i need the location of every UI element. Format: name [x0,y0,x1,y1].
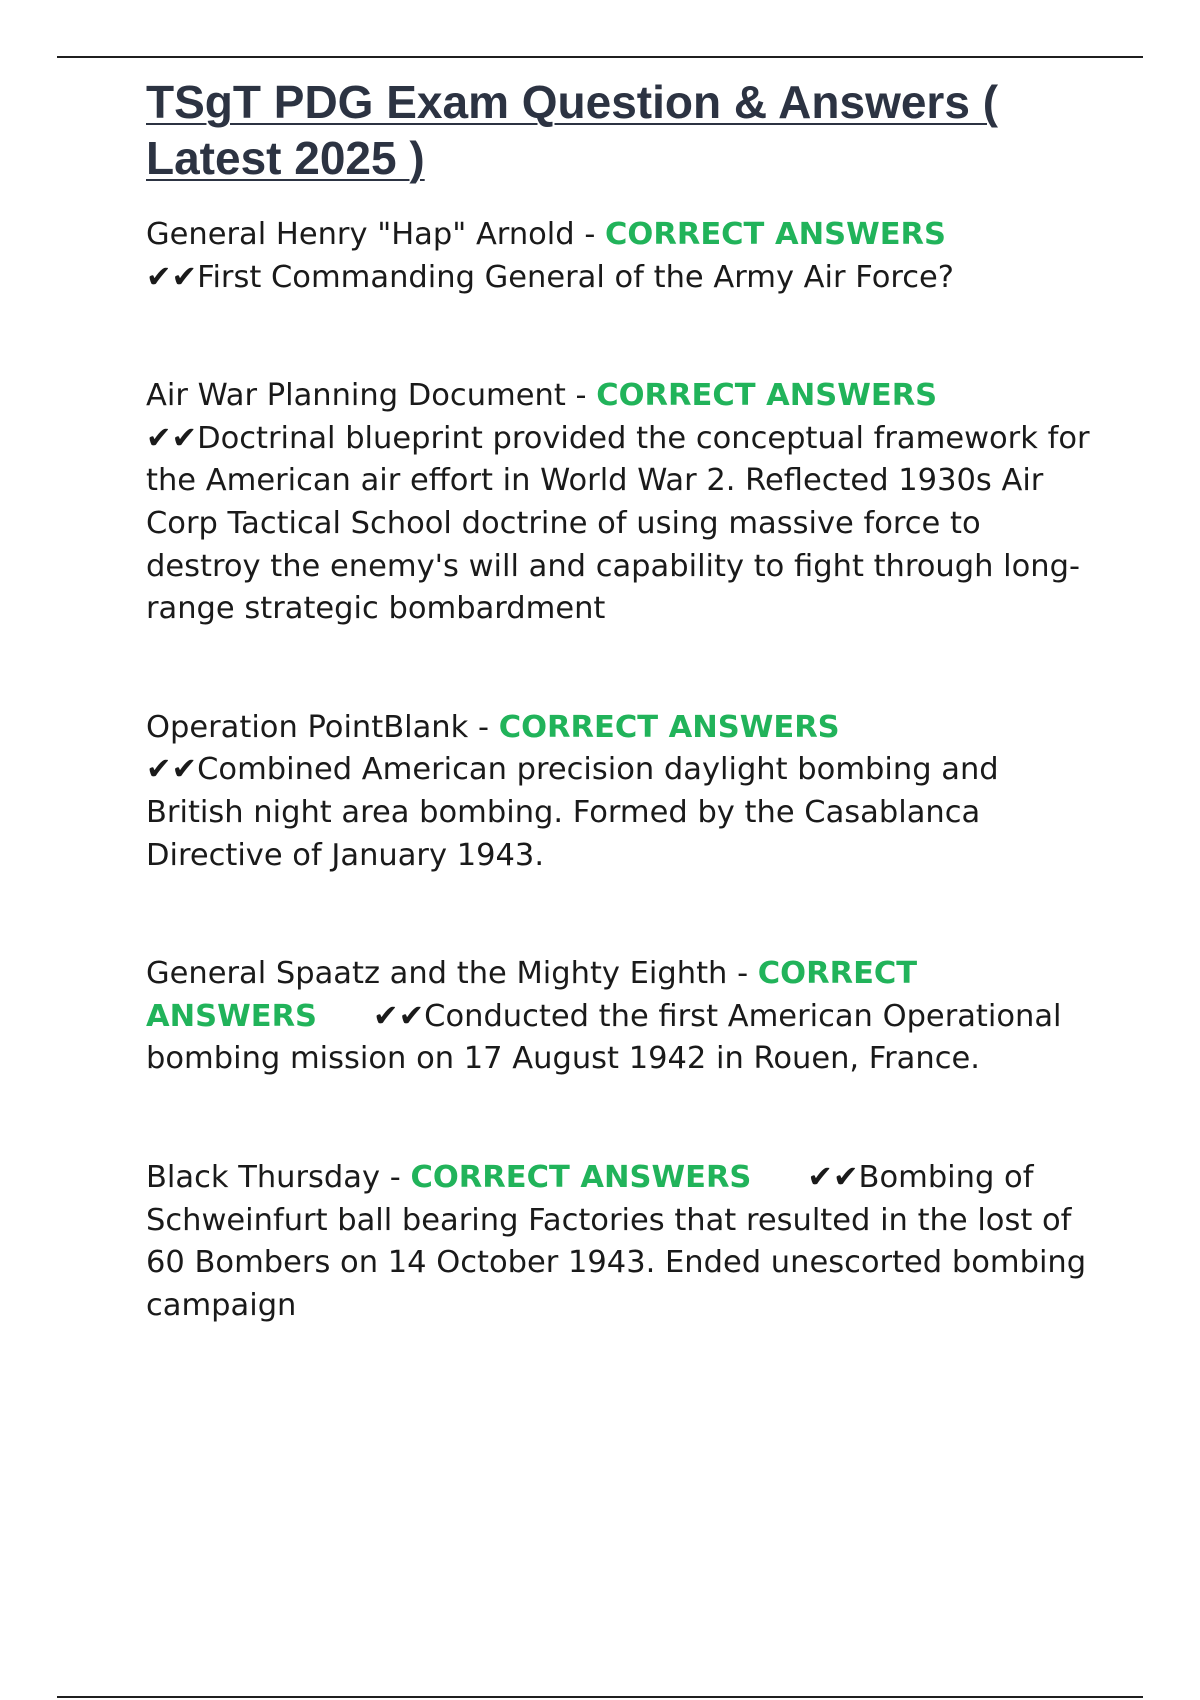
bottom-rule [57,1696,1143,1698]
qa-term: General Henry "Hap" Arnold - [146,217,596,252]
correct-answers-label: CORRECT ANSWERS [410,1159,752,1195]
correct-answers-label: CORRECT ANSWERS [605,217,946,252]
qa-definition: Combined American precision daylight bombing and British night area bombing. Formed by the Casablanca Directive of January 1943. [146,752,999,873]
double-check-icon: ✔✔ [146,259,198,295]
correct-answers-label: CORRECT ANSWERS [596,378,938,414]
double-check-icon: ✔✔ [807,1159,859,1195]
double-check-icon: ✔✔ [373,998,425,1034]
qa-term: General Spaatz and the Mighty Eighth - [146,956,749,992]
document-body [146,74,1096,1403]
top-rule [57,56,1143,58]
qa-term: Operation PointBlank - [146,709,489,745]
qa-definition: Bombing of Schweinfurt ball bearing Factories that resulted in the lost of 60 Bombers on 14 October 1943. Ended unescorted bombing campaign [146,1159,1087,1323]
document-title: TSgT PDG Exam Question & Answers ( Latest 2025 ) [146,76,999,184]
double-check-icon: ✔✔ [146,752,198,788]
correct-answers-label: CORRECT ANSWERS [146,956,918,1034]
qa-term: Air War Planning Document - [146,378,587,414]
double-check-icon: ✔✔ [146,420,198,456]
qa-item [146,953,1096,1081]
qa-definition: Conducted the first American Operational bombing mission on 17 August 1942 in Rouen, France. [146,998,1062,1077]
qa-item [146,214,1096,299]
qa-definition: First Commanding General of the Army Air Force? [197,259,954,295]
correct-answers-label: CORRECT ANSWERS [498,709,840,745]
qa-item [146,1157,1096,1327]
qa-term: Black Thursday - [146,1159,401,1195]
qa-definition: Doctrinal blueprint provided the conceptual framework for the American air effort in World War 2. Reflected 1930s Air Corp Tactical School doctrine of using massive force to destroy the enemy's will and capability to fight through long-range strategic bombardment [146,420,1090,627]
qa-item [146,707,1096,877]
qa-item [146,375,1096,631]
